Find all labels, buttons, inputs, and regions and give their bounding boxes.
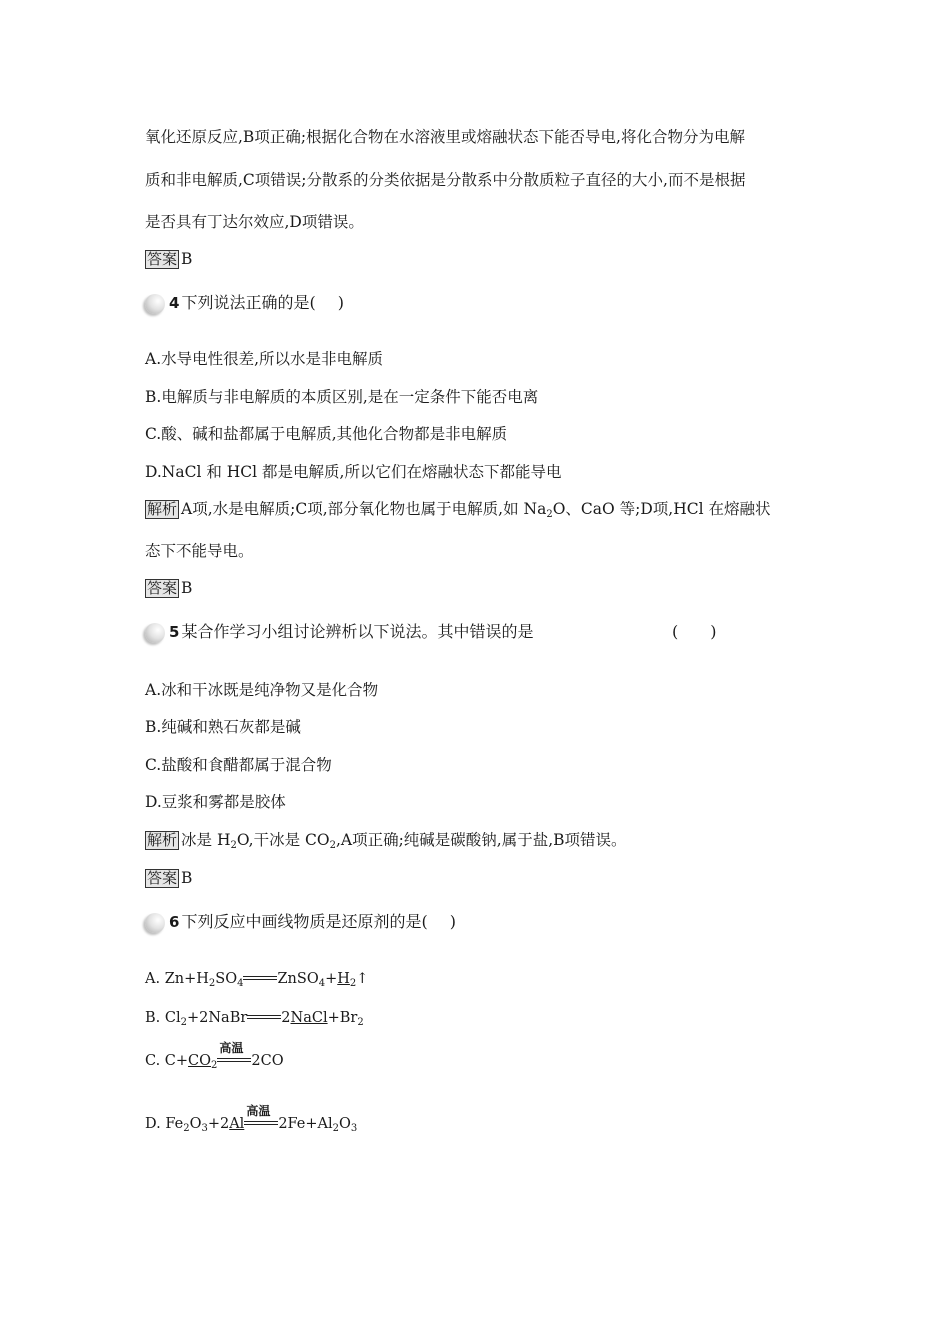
question-number: 6 — [169, 913, 180, 931]
formula-text: CO — [188, 1053, 212, 1069]
question-bullet-icon — [145, 913, 165, 933]
q4-option-d: D.NaCl 和 HCl 都是电解质,所以它们在熔融状态下都能导电 — [145, 463, 562, 481]
answer-value: B — [181, 250, 193, 268]
q5-option-a: A.冰和干冰既是纯净物又是化合物 — [145, 681, 379, 699]
reaction-condition: 高温 — [246, 1104, 271, 1118]
answer-tag: 答案 — [147, 869, 178, 887]
q3-answer — [145, 249, 192, 269]
answer-blank-close: ) — [337, 293, 344, 312]
formula-text: A. Zn+H — [145, 971, 209, 987]
formula-text: +2 — [207, 1116, 230, 1132]
subscript: 2 — [546, 509, 553, 520]
formula-text: 2 — [281, 1010, 291, 1026]
formula-text: C. C+ — [145, 1053, 189, 1069]
analysis-text: ,A项正确;纯碱是碳酸钠,属于盐,B项错误。 — [335, 831, 627, 849]
subscript: 2 — [180, 1017, 187, 1028]
subscript: 2 — [332, 1123, 340, 1134]
q6-option-d — [145, 1104, 358, 1134]
formula-text: O — [339, 1116, 351, 1132]
analysis-tag: 解析 — [147, 831, 178, 849]
q4-answer — [145, 578, 192, 598]
underlined-substance — [188, 1053, 217, 1069]
answer-blank-close: ) — [449, 912, 456, 931]
answer-tag: 答案 — [147, 579, 178, 597]
answer-tag: 答案 — [147, 250, 178, 268]
subscript: 2 — [230, 840, 237, 851]
q5-option-d: D.豆浆和雾都是胶体 — [145, 793, 286, 811]
q5-answer — [145, 868, 192, 888]
question-text: 下列说法正确的是( — [181, 293, 316, 312]
formula-text: D. Fe — [145, 1116, 184, 1132]
question-number: 4 — [169, 294, 180, 312]
subscript: 2 — [329, 840, 336, 851]
formula-text: O — [189, 1116, 202, 1132]
formula-text: B. Cl — [145, 1010, 181, 1026]
question-text: 某合作学习小组讨论辨析以下说法。其中错误的是 — [181, 622, 534, 641]
q4-option-b: B.电解质与非电解质的本质区别,是在一定条件下能否电离 — [145, 388, 539, 406]
q3-analysis-line-1: 氧化还原反应,B项正确;根据化合物在水溶液里或熔融状态下能否导电,将化合物分为电解 — [145, 128, 745, 146]
analysis-text: O、CaO 等;D项,HCl 在熔融状 — [552, 500, 771, 518]
q6-option-b — [145, 1008, 364, 1028]
q4-option-a: A.水导电性很差,所以水是非电解质 — [145, 350, 384, 368]
equals-sign-icon — [247, 1012, 281, 1024]
formula-text: H — [337, 971, 350, 987]
analysis-text: A项,水是电解质;C项,部分氧化物也属于电解质,如 Na — [181, 500, 547, 518]
q5-analysis — [145, 830, 627, 850]
underlined-substance — [337, 971, 356, 987]
q5-stem — [145, 622, 845, 643]
q6-option-a — [145, 969, 368, 989]
formula-text: 2CO — [251, 1053, 284, 1069]
q5-option-c: C.盐酸和食醋都属于混合物 — [145, 756, 332, 774]
subscript: 4 — [237, 978, 244, 989]
question-number: 5 — [169, 623, 180, 641]
analysis-text: 冰是 H — [181, 831, 231, 849]
subscript: 2 — [211, 1060, 218, 1071]
subscript: 2 — [183, 1123, 190, 1134]
reaction-arrow-icon — [217, 1041, 251, 1067]
q4-analysis-line-2: 态下不能导电。 — [145, 542, 254, 560]
answer-value: B — [181, 869, 193, 887]
subscript: 3 — [350, 1123, 358, 1134]
underlined-substance: Al — [229, 1116, 245, 1132]
formula-text: + — [325, 971, 338, 987]
subscript: 2 — [349, 978, 357, 989]
equals-sign-icon — [243, 973, 277, 985]
subscript: 2 — [357, 1017, 364, 1028]
analysis-tag: 解析 — [147, 500, 178, 518]
reaction-arrow-icon — [244, 1104, 278, 1130]
q4-option-c: C.酸、碱和盐都属于电解质,其他化合物都是非电解质 — [145, 425, 508, 443]
analysis-text: O,干冰是 CO — [236, 831, 330, 849]
question-text: 下列反应中画线物质是还原剂的是( — [181, 912, 428, 931]
question-bullet-icon — [145, 294, 165, 314]
q5-option-b: B.纯碱和熟石灰都是碱 — [145, 718, 301, 736]
formula-text: +Br — [327, 1010, 358, 1026]
question-bullet-icon — [145, 623, 165, 643]
q3-analysis-line-3: 是否具有丁达尔效应,D项错误。 — [145, 213, 364, 231]
q6-stem — [145, 912, 456, 933]
subscript: 4 — [318, 978, 326, 989]
answer-value: B — [181, 579, 193, 597]
q6-option-c — [145, 1041, 284, 1071]
formula-text: 2Fe+Al — [278, 1116, 333, 1132]
q3-analysis-line-2: 质和非电解质,C项错误;分散系的分类依据是分散系中分散质粒子直径的大小,而不是根据 — [145, 171, 746, 189]
q4-stem — [145, 293, 344, 314]
underlined-substance: NaCl — [290, 1010, 328, 1026]
formula-text: +2NaBr — [186, 1010, 248, 1026]
q4-analysis-line-1 — [145, 499, 770, 519]
subscript: 3 — [201, 1123, 208, 1134]
subscript: 2 — [208, 978, 216, 989]
formula-text: ZnSO — [277, 971, 319, 987]
up-arrow-icon: ↑ — [356, 971, 369, 987]
reaction-condition: 高温 — [219, 1041, 244, 1055]
answer-blank: ( ) — [672, 622, 717, 641]
formula-text: SO — [215, 971, 238, 987]
